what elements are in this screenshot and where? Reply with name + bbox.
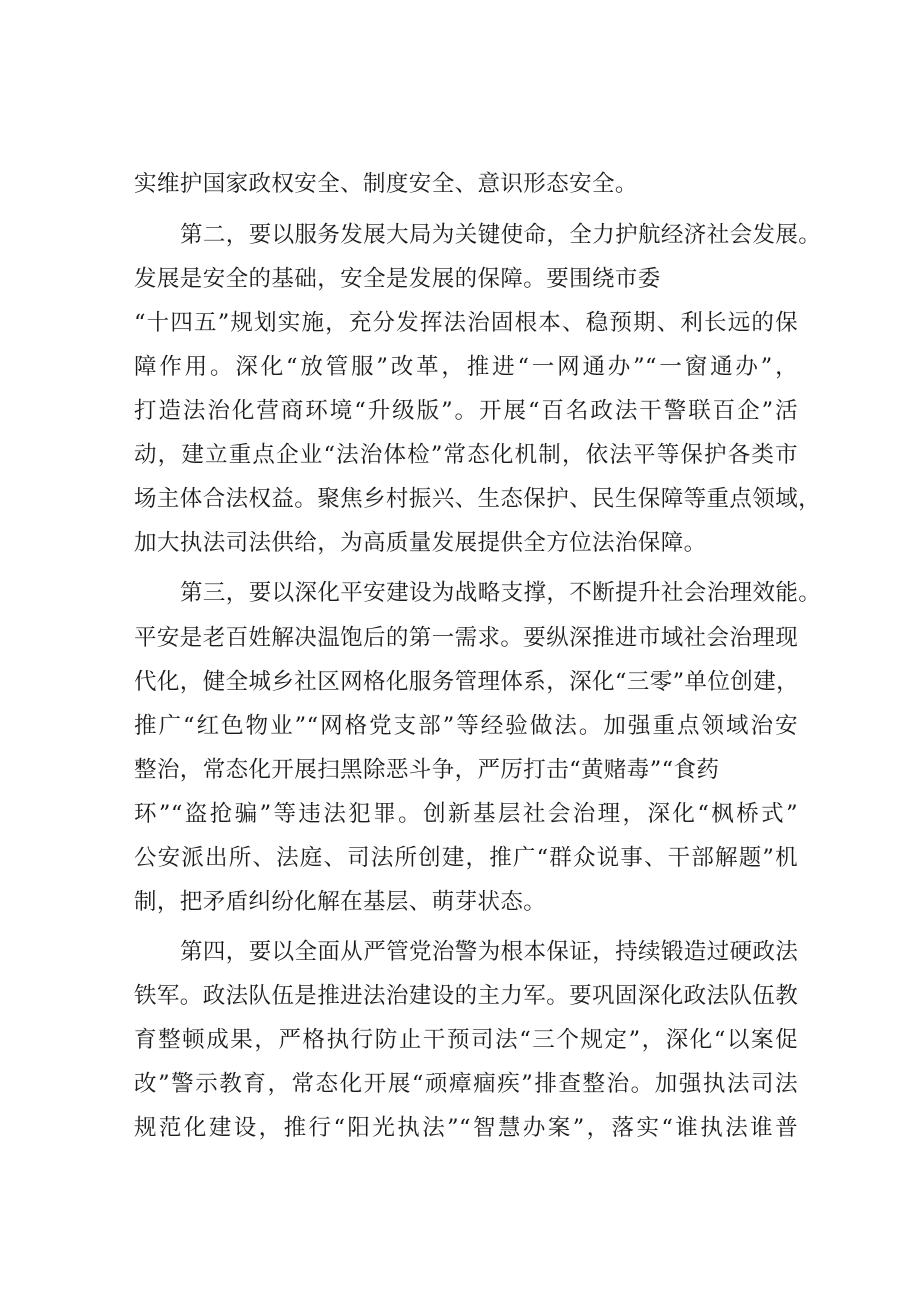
text-line: 打造法治化营商环境“升级版”。开展“百名政法干警联百企”活 <box>134 398 798 424</box>
text-line: 加大执法司法供给，为高质量发展提供全方位法治保障。 <box>134 530 707 556</box>
text-line: 障作用。深化“放管服”改革，推进“一网通办”“一窗通办”， <box>134 354 798 380</box>
text-line: 场主体合法权益。聚焦乡村振兴、生态保护、民生保障等重点领域， <box>134 486 822 512</box>
text-line: 制，把矛盾纠纷化解在基层、萌芽状态。 <box>134 889 547 915</box>
text-line: 动，建立重点企业“法治体检”常态化机制，依法平等保护各类市 <box>134 442 798 468</box>
text-line: 育整顿成果，严格执行防止干预司法“三个规定”，深化“以案促 <box>134 1027 798 1053</box>
text-line: 整治，常态化开展扫黑除恶斗争，严厉打击“黄赌毒”“食药 <box>134 757 720 783</box>
text-line: 实维护国家政权安全、制度安全、意识形态安全。 <box>134 171 638 197</box>
text-line: 发展是安全的基础，安全是发展的保障。要围绕市委 <box>134 266 661 292</box>
text-line: 公安派出所、法庭、司法所创建，推广“群众说事、干部解题”机 <box>134 845 798 871</box>
text-line: 代化，健全城乡社区网格化服务管理体系，深化“三零”单位创建， <box>134 669 800 695</box>
paragraph-2-first-line: 第二，要以服务发展大局为关键使命，全力护航经济社会发展。 <box>180 222 822 248</box>
text-line: 规范化建设，推行“阳光执法”“智慧办案”，落实“谁执法谁普 <box>134 1115 798 1141</box>
paragraph-3-first-line: 第三，要以深化平安建设为战略支撑，不断提升社会治理效能。 <box>180 580 822 606</box>
text-line: 铁军。政法队伍是推进法治建设的主力军。要巩固深化政法队伍教 <box>134 983 799 1009</box>
text-line: “十四五”规划实施，充分发挥法治固根本、稳预期、利长远的保 <box>134 310 798 336</box>
text-line: 平安是老百姓解决温饱后的第一需求。要纵深推进市域社会治理现 <box>134 625 799 651</box>
text-line: 改”警示教育，常态化开展“顽瘴痼疾”排查整治。加强执法司法 <box>134 1071 798 1097</box>
text-line: 推广“红色物业”“网格党支部”等经验做法。加强重点领域治安 <box>134 713 798 739</box>
paragraph-4-first-line: 第四，要以全面从严管党治警为根本保证，持续锻造过硬政法 <box>180 939 799 965</box>
text-line: 环”“盗抢骗”等违法犯罪。创新基层社会治理，深化“枫桥式” <box>134 801 798 827</box>
